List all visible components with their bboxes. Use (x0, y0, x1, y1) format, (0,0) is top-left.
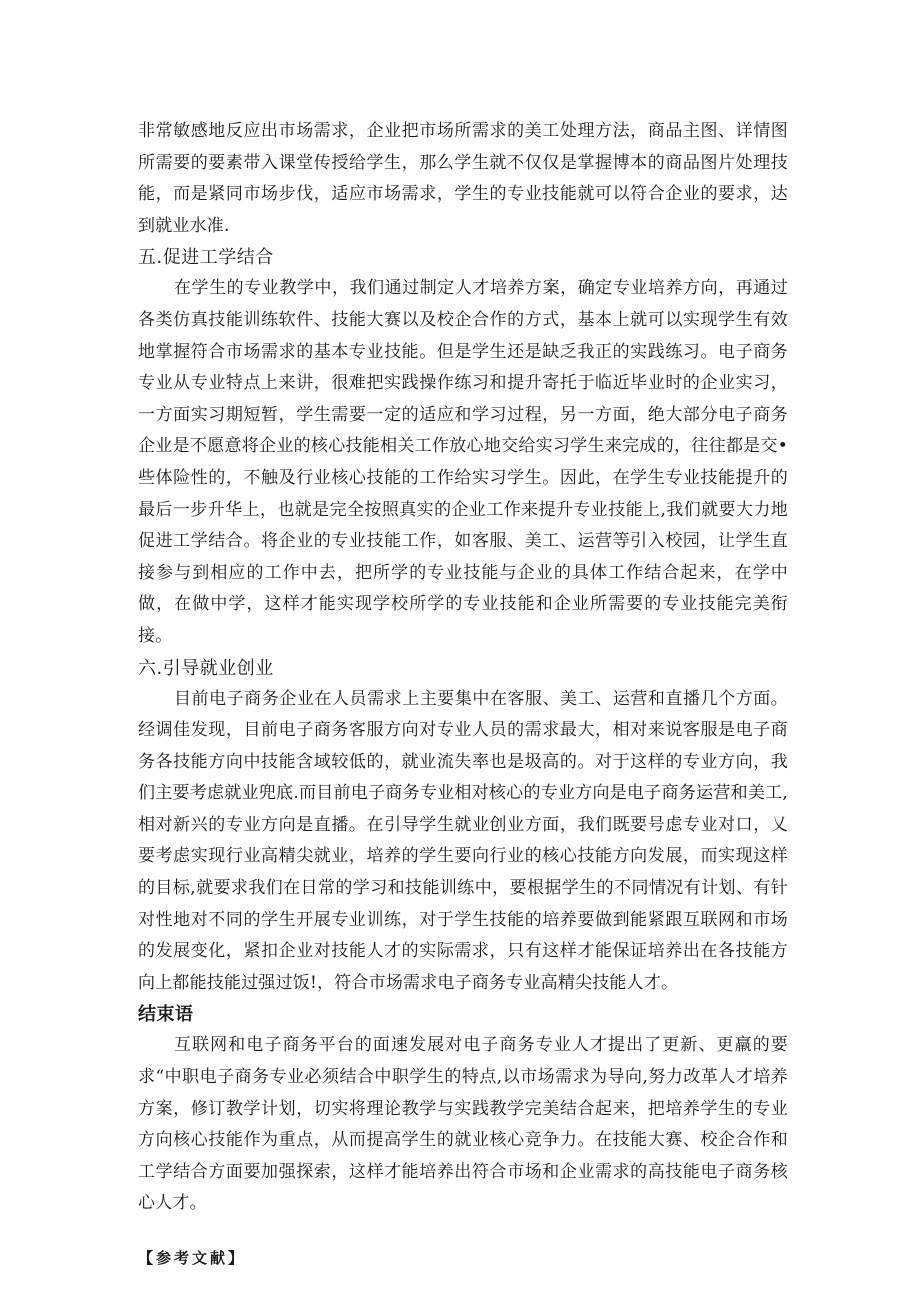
section-heading-5: 五.促进工学结合 (138, 247, 274, 269)
section-heading-6: 六.引导就业创业 (138, 657, 274, 679)
paragraph-section-5: 在学生的专业教学中，我们通过制定人才培养方案，确定专业培养方向，再通过各类仿真技能训练软件、技能大赛以及校企合作的方式，基本上就可以实现学生有效地掌握符合市场需求的基本专业技能。但是学生还是缺乏我正的实践练习。电子商务专业从专业特点上来讲，很难把实践操作练习和提升寄托于临近毕业时的企业实习，一方面实习期短暂，学生需要一定的适应和学习过程，另一方面，绝大部分电子商务企业是不愿意将企业的核心技能相关工作放心地交给实习学生来完成的，往往都是交•些体险性的，不触及行业核心技能的工作给实习学生。因此，在学生专业技能提升的最后一步升华上，也就是完全按照真实的企业工作来提升专业技能上,我们就要大力地促进工学结合。将企业的专业技能工作，如客服、美工、运营等引入校园，让学生直接参与到相应的工作中去，把所学的专业技能与企业的具体工作结合起来，在学中做，在做中学，这样才能实现学校所学的专业技能和企业所需要的专业技能完美衔接。 (138, 278, 788, 646)
paragraph-conclusion: 互联网和电子商务平台的面速发展对电子商务专业人才提出了更新、更羸的要求“中职电子商务专业必须结合中职学生的特点,以市场需求为导向,努力改革人才培养方案，修订教学计划，切实将理论教学与实践教学完美结合起来，把培养学生的专业方向核心技能作为重点，从而提高学生的就业核心竞争力。在技能大赛、校企合作和工学结合方面要加强探索，这样才能培养出符合市场和企业需求的高技能电子商务核心人才。 (138, 1035, 788, 1214)
paragraph-section-6: 目前电子商务企业在人员需求上主要集中在客服、美工、运营和直播几个方面。经调佳发现，目前电子商务客服方向对专业人员的需求最大，相对来说客服是电子商务各技能方向中技能含域较低的，就业流失率也是圾高的。对于这样的专业方向，我们主要考虑就业兜底.而目前电子商务专业相对核心的专业方向是电子商务运营和美工,相对新兴的专业方向是直播。在引导学生就业创业方面，我们既要号虑专业对口，乂要考虑实现行业高精尖就业，培养的学生要向行业的核心技能方向发展，而实现这样的目标,就要求我们在日常的学习和技能训练中，要根据学生的不同情况有计划、有针对性地对不同的学生开展专业训练，对于学生技能的培养要做到能紧跟互联网和市场的发展变化，紧扣企业对技能人才的实际需求，只有这样才能保证培养出在各技能方向上都能技能过强过饭!，符合市场需求电子商务专业高精尖技能人才。 (138, 688, 788, 993)
references-heading: 【参考文献】 (138, 1249, 247, 1267)
section-heading-conclusion: 结束语 (138, 1004, 194, 1026)
document-page (138, 116, 788, 1270)
paragraph-continued: 非常敏感地反应出市场需求，企业把市场所需求的美工处理方法，商品主图、详情图所需要的要素带入课堂传授给学生，那么学生就不仅仅是掌握博本的商品图片处理技能，而是紧同市场步伐，适应市场需求，学生的专业技能就可以符合企业的要求，达到就业水准. (138, 121, 788, 236)
